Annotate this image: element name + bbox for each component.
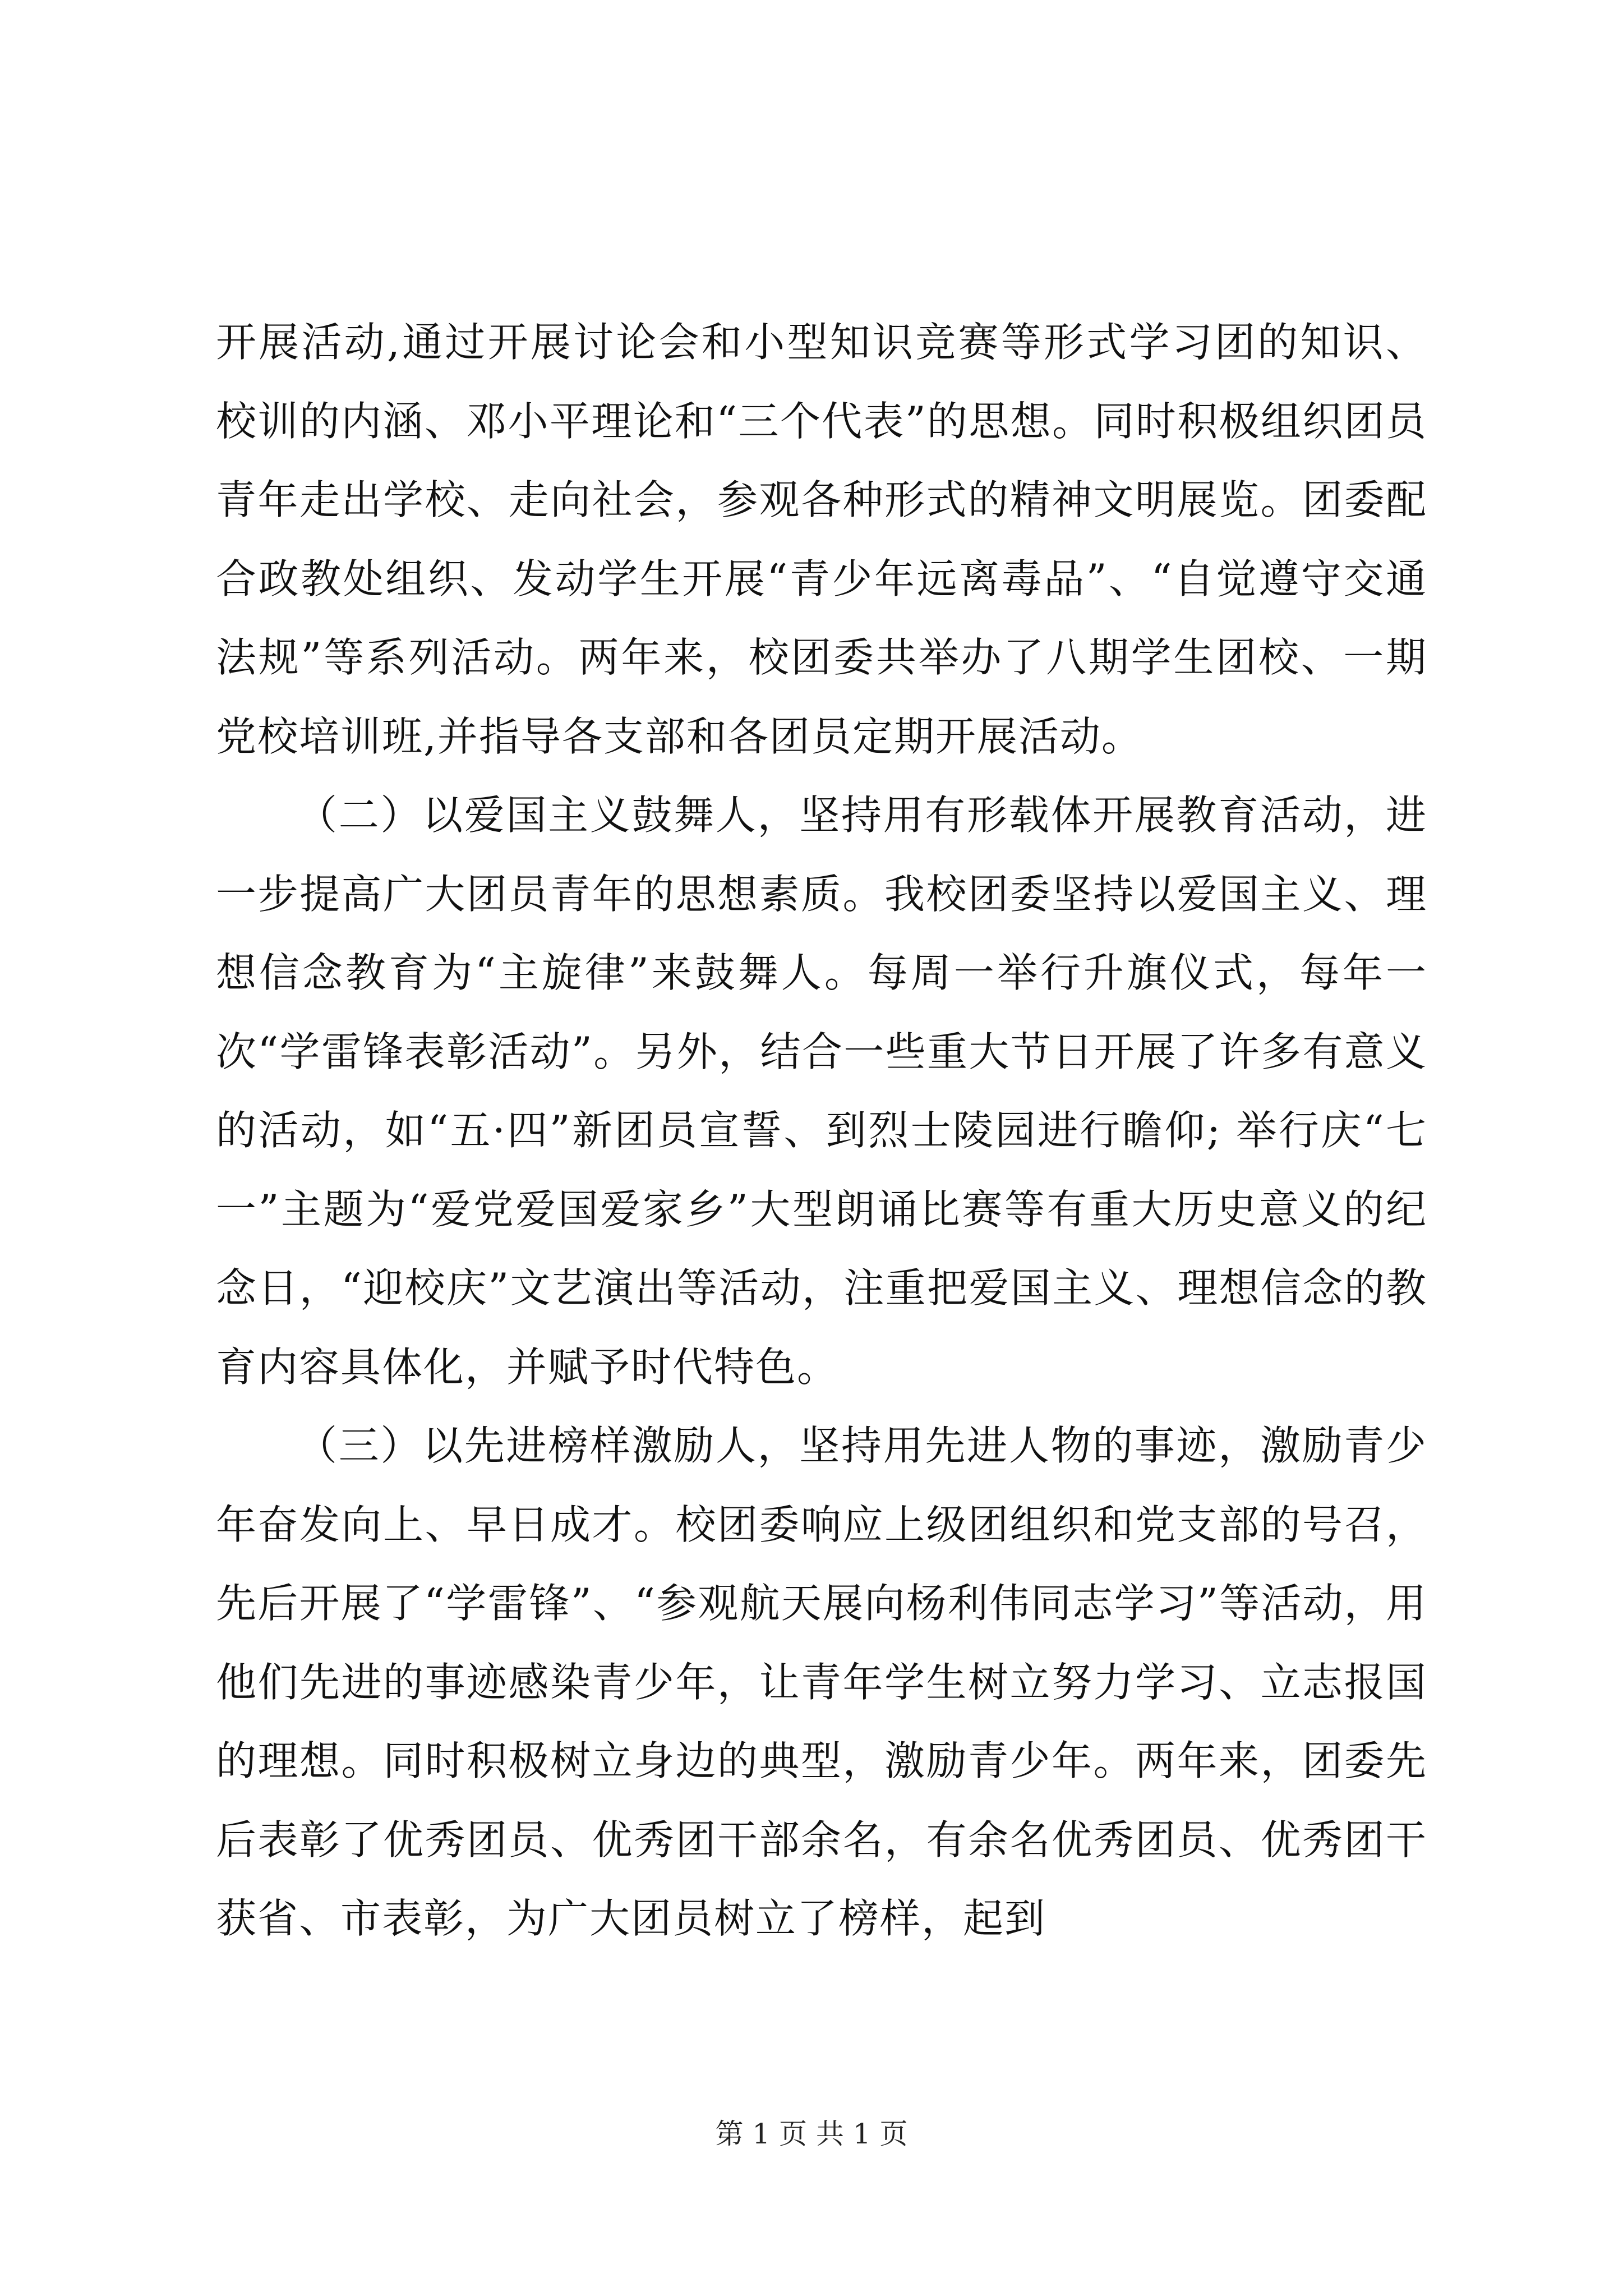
paragraph-section-two: （二）以爱国主义鼓舞人，坚持用有形载体开展教育活动，进一步提高广大团员青年的思想素质。我校团委坚持以爱国主义、理想信念教育为“主旋律”来鼓舞人。每周一举行升旗仪式，每年一次“学雷锋表彰活动”。另外，结合一些重大节日开展了许多有意义的活动，如“五·四”新团员宣誓、到烈士陵园进行瞻仰; 举行庆“七一”主题为“爱党爱国爱家乡”大型朗诵比赛等有重大历史意义的纪念日，“迎校庆”文艺演出等活动，注重把爱国主义、理想信念的教育内容具体化，并赋予时代特色。: [216, 792, 1427, 1391]
page-footer: 第 1 页 共 1 页: [715, 2118, 908, 2150]
paragraph-section-three: （三）以先进榜样激励人，坚持用先进人物的事迹，激励青少年奋发向上、早日成才。校团委响应上级团组织和党支部的号召，先后开展了“学雷锋”、“参观航天展向杨利伟同志学习”等活动，用他们先进的事迹感染青少年，让青年学生树立努力学习、立志报国的理想。同时积极树立身边的典型，激励青少年。两年来，团委先后表彰了优秀团员、优秀团干部余名，有余名优秀团员、优秀团干获省、市表彰，为广大团员树立了榜样，起到: [216, 1422, 1427, 1942]
paragraph-continued: 开展活动,通过开展讨论会和小型知识竞赛等形式学习团的知识、校训的内涵、邓小平理论和“三个代表”的思想。同时积极组织团员青年走出学校、走向社会，参观各种形式的精神文明展览。团委配合政教处组织、发动学生开展“青少年远离毒品”、“自觉遵守交通法规”等系列活动。两年来，校团委共举办了八期学生团校、一期党校培训班,并指导各支部和各团员定期开展活动。: [216, 319, 1427, 760]
document-body: [216, 303, 1427, 1958]
